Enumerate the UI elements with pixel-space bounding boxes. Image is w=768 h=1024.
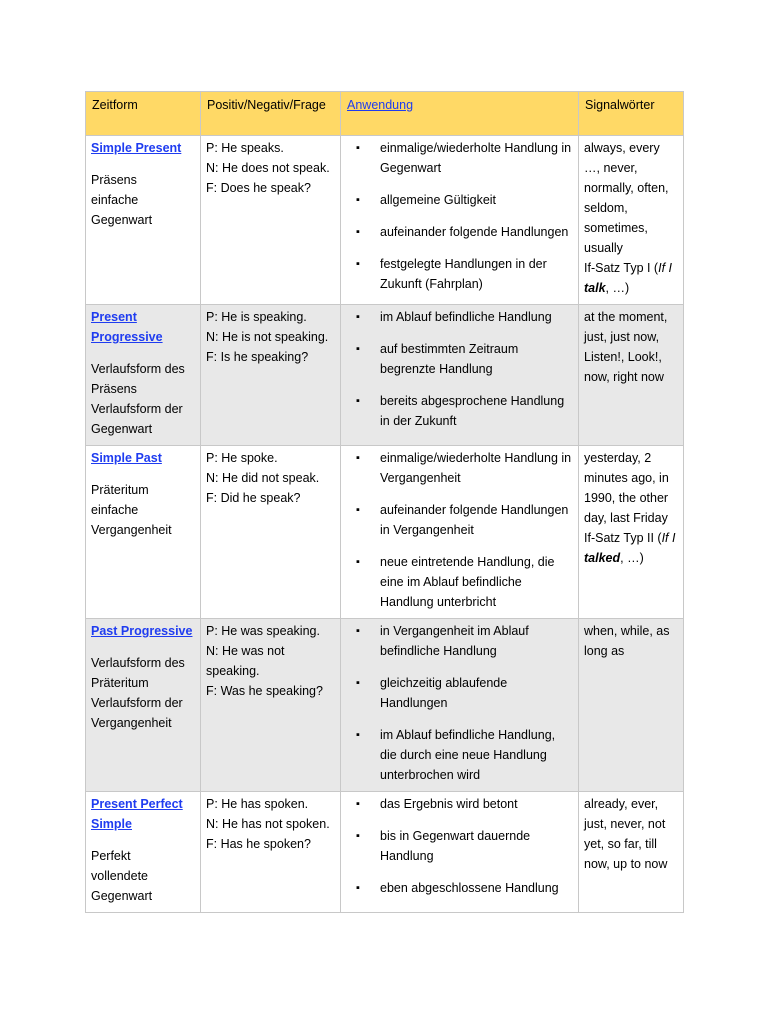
list-item: ▪ das Ergebnis wird betont [346, 794, 573, 814]
german-line: Gegenwart [91, 213, 153, 227]
if-clause-label: If-Satz Typ I ( [584, 261, 659, 275]
signal-words: already, ever, just, never, not yet, so far, till now, up to now [584, 797, 668, 871]
signal-cell [579, 136, 684, 305]
header-zeitform: Zeitform [86, 92, 201, 136]
german-name [91, 653, 195, 733]
german-name [91, 480, 195, 540]
tense-link[interactable]: Present Progressive [91, 310, 163, 344]
uses-cell [341, 136, 579, 305]
if-clause [584, 261, 672, 295]
form-positive: P: He was speaking. [206, 624, 320, 638]
german-line: einfache [91, 503, 139, 517]
list-item: ▪ einmalige/wiederholte Handlung in Vergangenheit [346, 448, 573, 488]
list-item: ▪ einmalige/wiederholte Handlung in Gegenwart [346, 138, 573, 178]
signal-cell [579, 305, 684, 446]
list-item: ▪ aufeinander folgende Handlungen in Vergangenheit [346, 500, 573, 540]
uses-list [346, 138, 573, 294]
list-item: ▪ bereits abgesprochene Handlung in der Zukunft [346, 391, 573, 431]
signal-cell [579, 446, 684, 619]
tense-link[interactable]: Simple Present [91, 141, 182, 155]
form-negative: N: He did not speak. [206, 471, 320, 485]
header-signalwoerter: Signalwörter [579, 92, 684, 136]
tense-cell [86, 305, 201, 446]
german-line: Präteritum [91, 483, 149, 497]
list-item: ▪ auf bestimmten Zeitraum begrenzte Handlung [346, 339, 573, 379]
tense-link[interactable]: Present Perfect Simple [91, 797, 183, 831]
german-name [91, 359, 195, 439]
header-formen: Positiv/Negativ/Frage [201, 92, 341, 136]
form-question: F: Does he speak? [206, 181, 311, 195]
if-word: If [658, 261, 666, 275]
german-line: Verlaufsform des [91, 362, 185, 376]
signal-words: at the moment, just, just now, Listen!, Look!, now, right now [584, 310, 668, 384]
list-item: ▪ festgelegte Handlungen in der Zukunft (Fahrplan) [346, 254, 573, 294]
list-item: ▪ gleichzeitig ablaufende Handlungen [346, 673, 573, 713]
list-item: ▪ neue eintretende Handlung, die eine im Ablauf befindliche Handlung unterbricht [346, 552, 573, 612]
uses-cell [341, 792, 579, 913]
table-row [86, 619, 684, 792]
german-line: einfache [91, 193, 139, 207]
list-item: ▪ aufeinander folgende Handlungen [346, 222, 573, 242]
signal-words: when, while, as long as [584, 624, 670, 658]
table-row [86, 792, 684, 913]
uses-list [346, 307, 573, 431]
if-subject: I [665, 261, 673, 275]
tenses-table [85, 91, 684, 913]
tense-cell [86, 136, 201, 305]
form-negative: N: He is not speaking. [206, 330, 329, 344]
list-item: ▪ bis in Gegenwart dauernde Handlung [346, 826, 573, 866]
list-item: ▪ in Vergangenheit im Ablauf befindliche Handlung [346, 621, 573, 661]
german-line: Verlaufsform der [91, 402, 183, 416]
list-item: ▪ eben abgeschlossene Handlung [346, 878, 573, 898]
form-question: F: Did he speak? [206, 491, 301, 505]
form-question: F: Is he speaking? [206, 350, 309, 364]
tense-link[interactable]: Past Progressive [91, 624, 193, 638]
german-name [91, 846, 195, 906]
if-clause-label: If-Satz Typ II ( [584, 531, 662, 545]
tense-cell [86, 619, 201, 792]
forms-cell [201, 446, 341, 619]
german-line: Vergangenheit [91, 716, 172, 730]
german-line: Präsens [91, 382, 137, 396]
table-row [86, 446, 684, 619]
if-verb: talked [584, 551, 621, 565]
forms-cell [201, 792, 341, 913]
form-negative: N: He does not speak. [206, 161, 330, 175]
if-clause [584, 531, 675, 565]
if-end: , …) [605, 281, 630, 295]
forms-cell [201, 619, 341, 792]
signal-cell [579, 792, 684, 913]
german-line: Verlaufsform der [91, 696, 183, 710]
if-subject: I [668, 531, 676, 545]
tense-link[interactable]: Simple Past [91, 451, 162, 465]
uses-cell [341, 619, 579, 792]
german-line: Verlaufsform des [91, 656, 185, 670]
signal-cell [579, 619, 684, 792]
form-positive: P: He speaks. [206, 141, 284, 155]
table-row [86, 136, 684, 305]
if-word: If [661, 531, 669, 545]
uses-cell [341, 446, 579, 619]
forms-cell [201, 136, 341, 305]
form-negative: N: He was not speaking. [206, 644, 285, 678]
german-line: Präteritum [91, 676, 149, 690]
form-question: F: Has he spoken? [206, 837, 311, 851]
uses-cell [341, 305, 579, 446]
uses-list [346, 448, 573, 612]
german-line: Vergangenheit [91, 523, 172, 537]
if-verb: talk [584, 281, 606, 295]
tense-cell [86, 792, 201, 913]
german-line: Präsens [91, 173, 137, 187]
header-row [86, 92, 684, 136]
german-line: Gegenwart [91, 889, 153, 903]
form-positive: P: He spoke. [206, 451, 278, 465]
header-anwendung-link[interactable]: Anwendung [341, 92, 579, 136]
german-line: Perfekt [91, 849, 131, 863]
german-line: Gegenwart [91, 422, 153, 436]
german-line: vollendete [91, 869, 148, 883]
if-end: , …) [620, 551, 644, 565]
list-item: ▪ allgemeine Gültigkeit [346, 190, 573, 210]
table-row [86, 305, 684, 446]
list-item: ▪ im Ablauf befindliche Handlung, die durch eine neue Handlung unterbrochen wird [346, 725, 573, 785]
form-question: F: Was he speaking? [206, 684, 323, 698]
signal-words: always, every …, never, normally, often, seldom, sometimes, usually [584, 141, 669, 255]
uses-list [346, 621, 573, 785]
form-positive: P: He has spoken. [206, 797, 309, 811]
signal-words: yesterday, 2 minutes ago, in 1990, the other day, last Friday [584, 451, 669, 525]
form-positive: P: He is speaking. [206, 310, 307, 324]
list-item: ▪ im Ablauf befindliche Handlung [346, 307, 573, 327]
german-name [91, 170, 195, 230]
uses-list [346, 794, 573, 898]
form-negative: N: He has not spoken. [206, 817, 330, 831]
forms-cell [201, 305, 341, 446]
tense-cell [86, 446, 201, 619]
